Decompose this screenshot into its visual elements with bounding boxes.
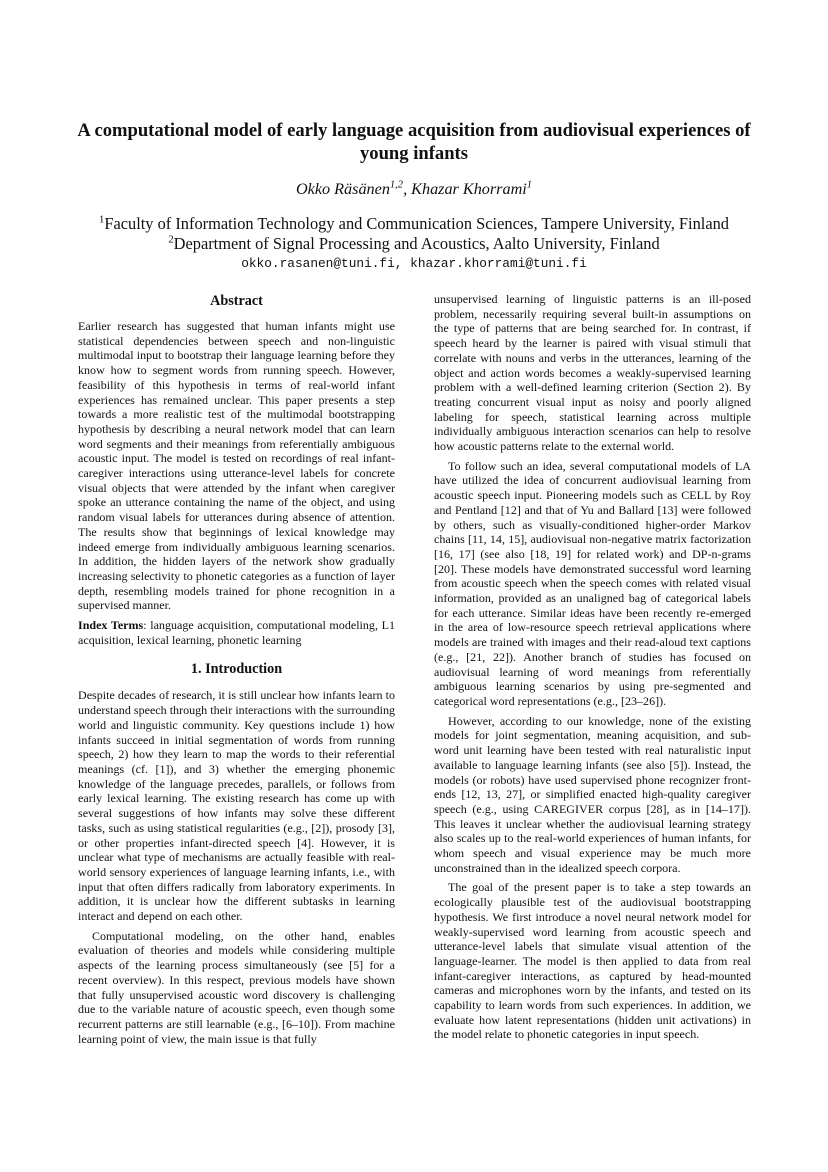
left-column — [78, 292, 395, 1046]
author-name: Okko Räsänen — [295, 180, 390, 198]
affiliation-line — [40, 234, 788, 254]
author-list — [70, 179, 758, 199]
body-paragraph: Computational modeling, on the other hand, enables evaluation of theories and models while considering multiple aspects of the learning process simultaneously (see [5] for a recent overview). In this respect, previous models have shown that fully unsupervised acoustic word discovery is challenging due to the variable nature of acoustic speech, even though some recurrent patterns are still learnable (e.g., [6–10]). From machine learning point of view, the main issue is that fully — [78, 928, 395, 1046]
author-name: Khazar Khorrami — [411, 180, 527, 198]
paper-title: A computational model of early language acquisition from audiovisual experiences of young infants — [77, 120, 751, 164]
introduction-heading: 1. Introduction — [190, 661, 283, 678]
affiliation-marker: 2 — [168, 234, 174, 246]
index-terms-text: : language acquisition, computational modeling, L1 acquisition, lexical learning, phonetic learning — [78, 618, 395, 647]
affiliation-line — [40, 214, 788, 234]
abstract-text: Earlier research has suggested that human infants might use statistical dependencies between speech and non-linguistic multimodal input to bootstrap their language learning before they know how to segment words from running speech. However, feasibility of this hypothesis in terms of real-world infant experiences has remained unclear. This paper presents a step towards a more realistic test of the multimodal bootstrapping hypothesis by describing a neural network model that can learn word segments and their meanings from referentially ambiguous acoustic input. The model is tested on recordings of real infant-caregiver interactions using utterance-level labels for concrete visual objects that were attended by the infant when caregiver spoke an utterance containing the name of the object, and using random visual labels for utterances during absence of attention. The results show that beginnings of lexical knowledge may indeed emerge from individually ambiguous learning scenarios. In addition, the hidden layers of the network show gradually increasing selectivity to phonetic categories as a function of layer depth, resembling models trained for phone recognition in a supervised manner. — [78, 319, 395, 613]
body-paragraph: Despite decades of research, it is still unclear how infants learn to understand speech through their interactions with the surrounding world and linguistic community. Key questions include 1) how infants succeed in initial segmentation of words from running speech, 2) how they learn to map the words to their referential meanings (cf. [1]), and 3) whether the emerging phonemic knowledge of the language precedes, parallels, or follows from early lexical learning. The existing research has come up with several suggestions of how infants may solve these different tasks, such as using statistical regularities (e.g., [2]), prosody [3], or other properties infant-directed speech [4]. However, it is unclear what type of mechanisms are actually feasible with real-world sensory experiences of language learning infants, i.e., with input that often differs radically from laboratory experiments. In addition, it is unclear how the different subtasks in learning interact and depend on each other. — [78, 688, 395, 924]
author-separator: , — [403, 180, 412, 198]
author-affiliation-marker: 1,2 — [389, 179, 404, 191]
body-paragraph: To follow such an idea, several computational models of LA have utilized the idea of concurrent audiovisual learning from acoustic speech input. Pioneering models such as CELL by Roy and Pentland [12] and that of Yu and Ballard [13] were followed by others, such as visually-conditioned higher-order Markov chains [11, 14, 15], audiovisual non-negative matrix factorization [16, 17] (see also [18, 19] for related work) and DP-n-grams [20]. These models have demonstrated successful word learning from acoustic speech when the speech comes with related visual information, provided as an unaligned bag of categorical labels for each utterance. Similar ideas have been recently re-emerged in the area of low-resource speech retrieval applications where models are trained with images and their read-aloud text captions (e.g., [21, 22]). Another branch of studies has focused on audiovisual learning of word meanings from referentially ambiguous learning scenarios by using pre-segmented and categorical word representations (e.g., [23–26]). — [434, 458, 751, 708]
right-column — [434, 292, 751, 1042]
index-terms — [78, 618, 395, 647]
affiliation-marker: 1 — [99, 214, 105, 226]
abstract-heading: Abstract — [210, 293, 263, 309]
author-emails: okko.rasanen@tuni.fi, khazar.khorrami@tuni.fi — [241, 256, 587, 271]
affiliation-text: Faculty of Information Technology and Communication Sciences, Tampere University, Finland — [104, 214, 729, 233]
body-paragraph: unsupervised learning of linguistic patterns is an ill-posed problem, necessarily requiring several built-in assumptions on the type of patterns that are being searched for. In contrast, if speech heard by the learner is paired with visual stimuli that correlate with nouns and verbs in the utterances, learning of the object and action words becomes a weakly-supervised learning problem with a well-defined learning criterion (Section 2). By treating concurrent visual input as noisy and poorly aligned labeling for speech, statistical learning across multiple individually ambiguous interaction scenarios can help to resolve how acoustic patterns relate to the external world. — [434, 292, 751, 454]
author-affiliation-marker: 1 — [526, 179, 533, 191]
index-terms-label: Index Terms — [78, 618, 144, 633]
affiliation-text: Department of Signal Processing and Acoustics, Aalto University, Finland — [173, 234, 660, 253]
body-paragraph: The goal of the present paper is to take a step towards an ecologically plausible test of the audiovisual bootstrapping hypothesis. We first introduce a novel neural network model for weakly-supervised word learning from acoustic speech and utterance-level labels that simulate visual attention of the language-learner. The model is then applied to data from real infant-caregiver interactions, as captured by head-mounted cameras and microphones worn by the infants, and tested on its capability to learn words from such experiences. In addition, we evaluate how latent representations (hidden unit activations) in the model relate to phonetic categories in input speech. — [434, 880, 751, 1042]
body-paragraph: However, according to our knowledge, none of the existing models for joint segmentation, meaning acquisition, and sub-word unit learning have been tested with real naturalistic input available to language learning infants (see also [5]). Instead, the models (or robots) have used supervised phone recognizer front-ends [12, 13, 27], or simplified enacted high-quality caregiver speech (e.g., using CAREGIVER corpus [28], as in [14–17]). This leaves it unclear whether the audiovisual learning strategy also scales up to the real-world experiences of human infants, for whom speech and visual experience may be much more unconstrained than in the idealized speech corpora. — [434, 713, 751, 875]
